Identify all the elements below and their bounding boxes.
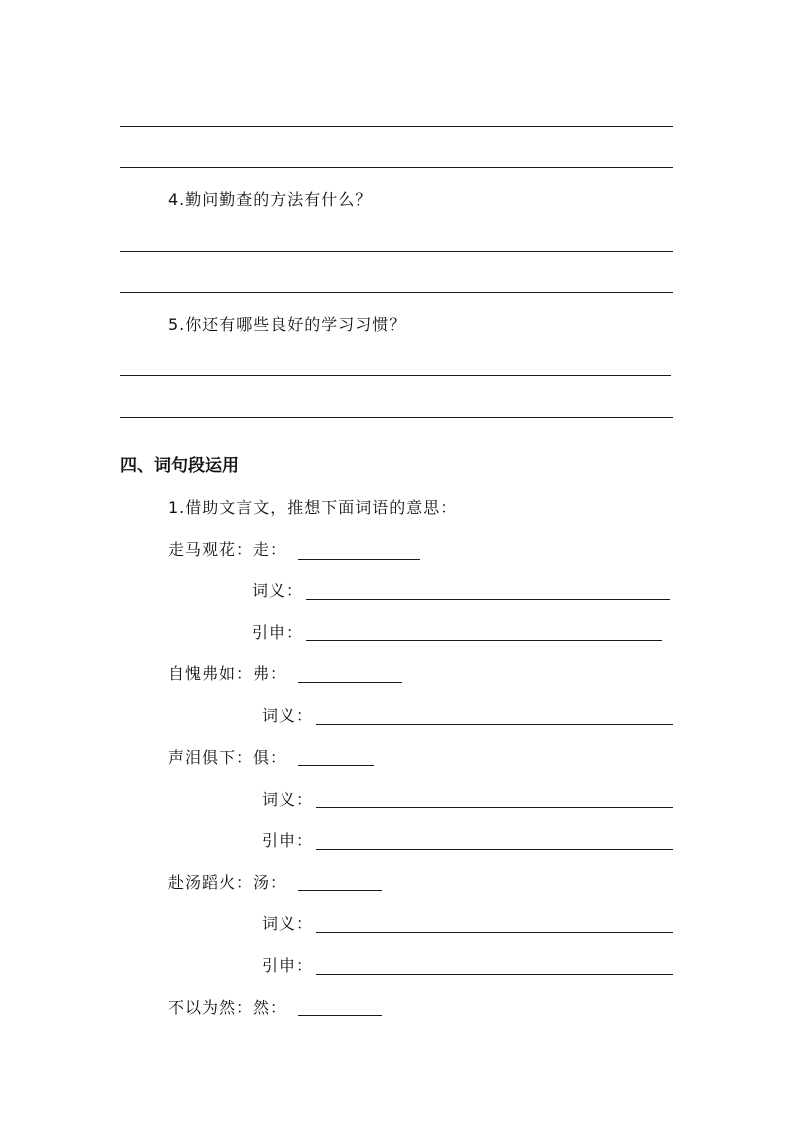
blank-line[interactable]	[298, 559, 420, 560]
sub-label-meaning: 词义：	[262, 706, 314, 725]
sub-label-extended: 引申：	[252, 623, 304, 642]
section-question-1: 1.借助文言文，推想下面词语的意思：	[168, 498, 458, 517]
question-4: 4.勤问勤查的方法有什么？	[168, 190, 373, 209]
answer-line[interactable]	[120, 126, 673, 127]
blank-line[interactable]	[316, 974, 673, 975]
blank-line[interactable]	[316, 849, 673, 850]
blank-line[interactable]	[298, 765, 374, 766]
answer-line[interactable]	[120, 417, 673, 418]
question-5: 5.你还有哪些良好的学习习惯？	[168, 315, 407, 334]
sub-label-extended: 引申：	[262, 831, 314, 850]
blank-line[interactable]	[306, 640, 662, 641]
answer-line[interactable]	[120, 375, 671, 376]
blank-line[interactable]	[298, 1015, 382, 1016]
sub-label-meaning: 词义：	[262, 790, 314, 809]
item-label: 赴汤蹈火：汤：	[168, 873, 288, 892]
section-title: 四、词句段运用	[120, 456, 239, 476]
answer-line[interactable]	[120, 292, 673, 293]
blank-line[interactable]	[298, 890, 382, 891]
blank-line[interactable]	[306, 599, 670, 600]
sub-label-extended: 引申：	[262, 956, 314, 975]
blank-line[interactable]	[316, 724, 673, 725]
answer-line[interactable]	[120, 167, 673, 168]
item-label: 不以为然：然：	[168, 998, 288, 1017]
sub-label-meaning: 词义：	[252, 581, 304, 600]
blank-line[interactable]	[316, 807, 673, 808]
sub-label-meaning: 词义：	[262, 914, 314, 933]
item-label: 走马观花：走：	[168, 540, 288, 559]
blank-line[interactable]	[316, 932, 673, 933]
item-label: 声泪俱下：俱：	[168, 748, 288, 767]
answer-line[interactable]	[120, 251, 673, 252]
item-label: 自愧弗如：弗：	[168, 664, 288, 683]
blank-line[interactable]	[298, 682, 402, 683]
